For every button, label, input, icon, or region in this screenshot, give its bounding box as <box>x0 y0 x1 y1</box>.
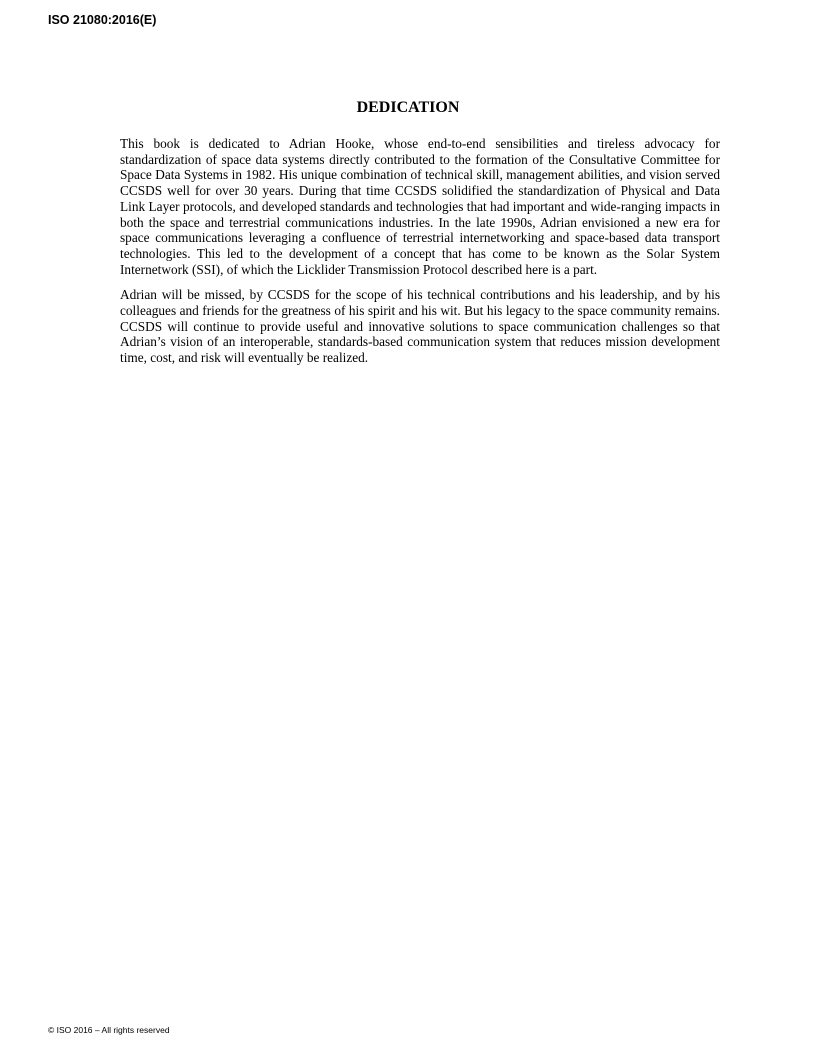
document-id-header: ISO 21080:2016(E) <box>48 13 157 27</box>
copyright-footer: © ISO 2016 – All rights reserved <box>48 1025 170 1035</box>
dedication-paragraph-1: This book is dedicated to Adrian Hooke, whose end-to-end sensibilities and tireless advocacy for standardization of space data systems directly contributed to the formation of the Consultative Committee for Space Data Systems in 1982. His unique combination of technical skill, management abilities, and vision served CCSDS well for over 30 years. During that time CCSDS solidified the standardization of Physical and Data Link Layer protocols, and developed standards and technologies that had important and wide-ranging impacts in both the space and terrestrial communications industries. In the late 1990s, Adrian envisioned a new era for space communications leveraging a confluence of terrestrial internetworking and space-based data transport technologies. This led to the development of a concept that has come to be known as the Solar System Internetwork (SSI), of which the Licklider Transmission Protocol described here is a part. <box>120 136 720 277</box>
page-title: DEDICATION <box>356 99 460 116</box>
dedication-paragraph-2: Adrian will be missed, by CCSDS for the scope of his technical contributions and his leadership, and by his colleagues and friends for the greatness of his spirit and his wit. But his legacy to the space community remains. CCSDS will continue to provide useful and innovative solutions to space communication challenges so that Adrian’s vision of an interoperable, standards-based communication system that reduces mission development time, cost, and risk will eventually be realized. <box>120 287 720 366</box>
dedication-body <box>120 136 720 376</box>
